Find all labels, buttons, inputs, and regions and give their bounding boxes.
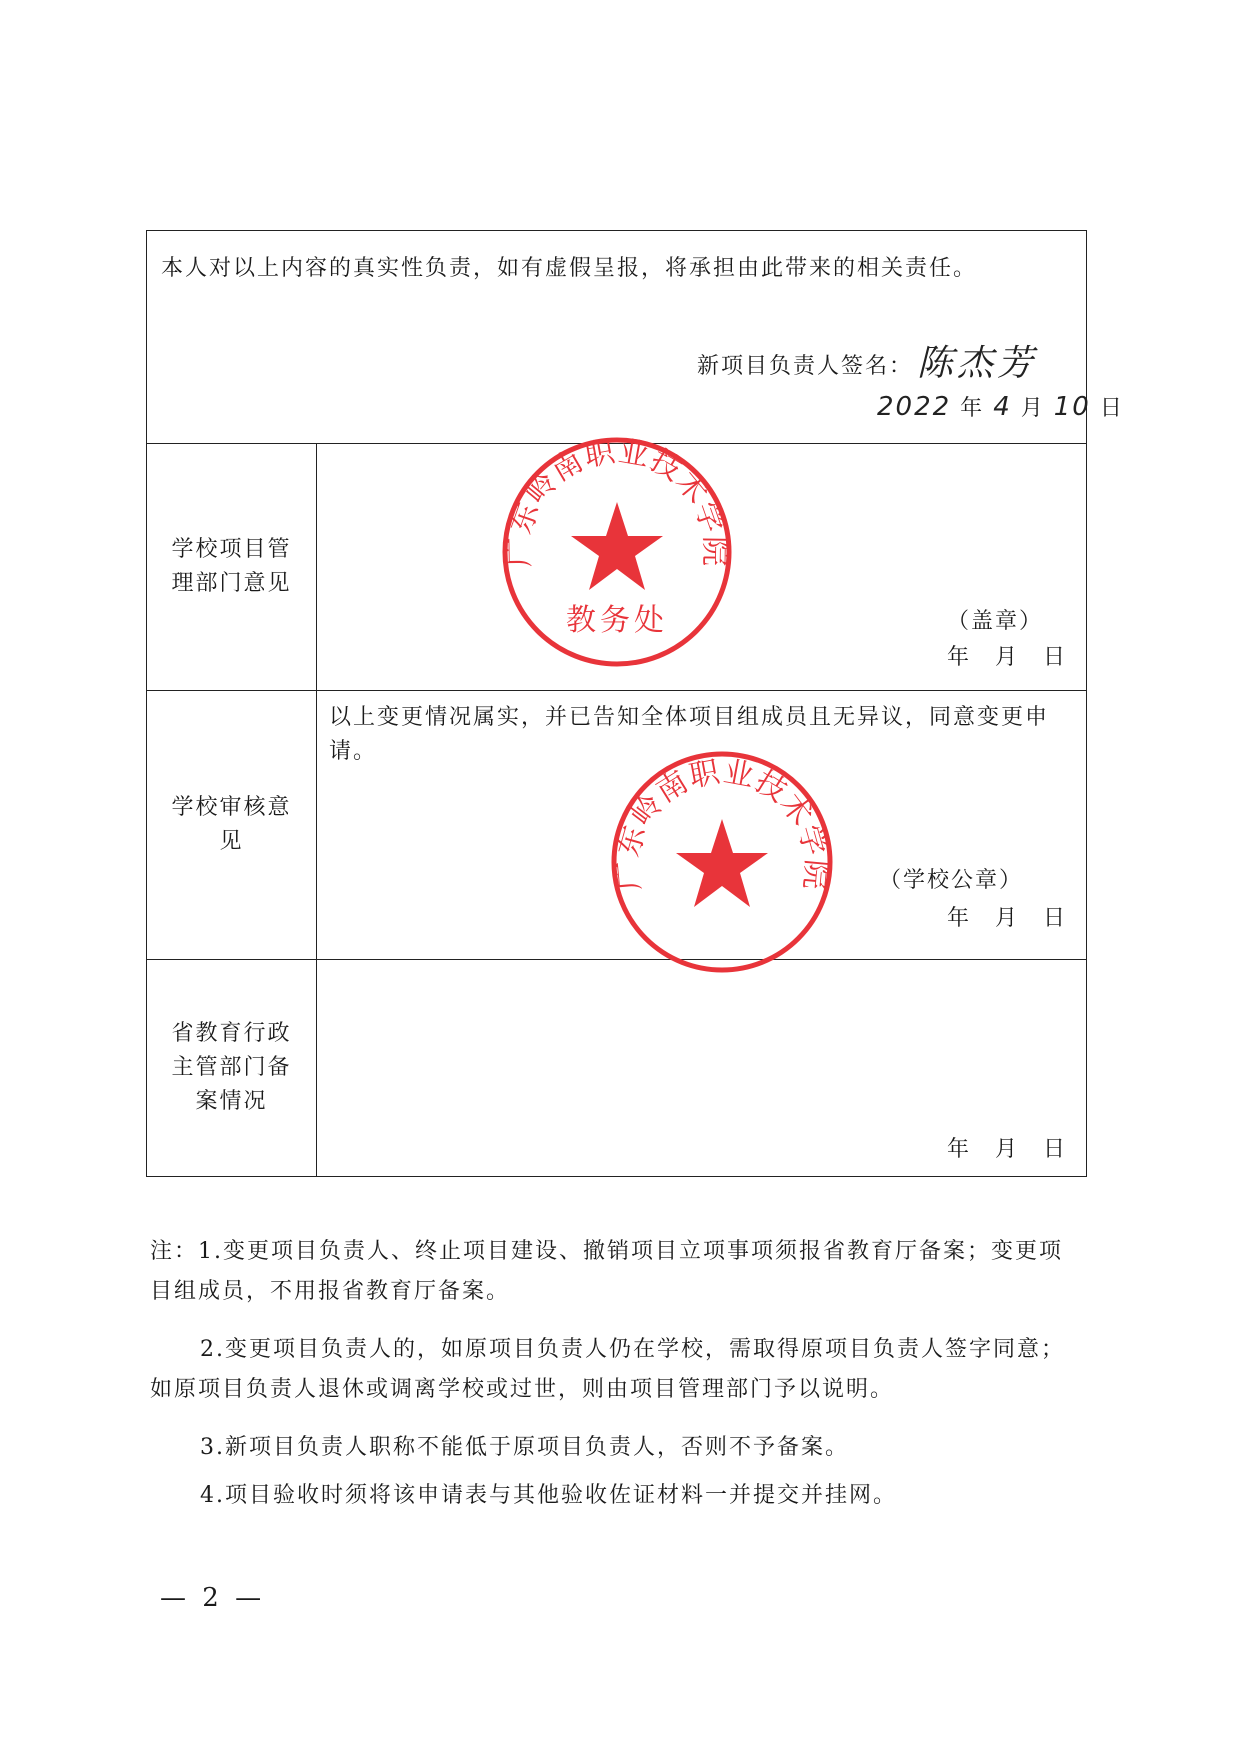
- seal-center-text-mgmt: 教务处: [566, 603, 668, 638]
- seal-arc-text-mgmt: 广东岭南职业技术学院: [501, 434, 733, 568]
- province-content-cell: [317, 960, 1087, 1177]
- seal-star-mgmt: [571, 502, 663, 590]
- review-content-cell: [317, 691, 1087, 960]
- handwritten-signature: 陈杰芳: [917, 343, 1038, 384]
- mgmt-label-cell: [147, 444, 317, 691]
- review-opinion-text: 以上变更情况属实，并已告知全体项目组成员且无异议，同意变更申请。: [329, 705, 1050, 764]
- signature-label: 新项目负责人签名：: [697, 354, 914, 379]
- review-date-line: 年 月 日: [947, 906, 1068, 931]
- review-opinion-row: [147, 691, 1087, 960]
- review-label: 学校审核意见: [171, 795, 292, 854]
- mgmt-date-line: 年 月 日: [947, 645, 1068, 670]
- date-year: 2022: [877, 392, 952, 422]
- province-date-line: 年 月 日: [947, 1137, 1068, 1162]
- review-stamp-note: （学校公章）: [879, 868, 1024, 893]
- seal-star-school: [676, 819, 768, 907]
- date-day: 10: [1053, 392, 1091, 422]
- date-month: 4: [993, 392, 1012, 422]
- review-label-cell: [147, 691, 317, 960]
- declaration-row: [147, 231, 1087, 444]
- seal-arc-text-school: 广东岭南职业技术学院: [610, 754, 834, 893]
- note-3: 3.新项目负责人职称不能低于原项目负责人，否则不予备案。: [200, 1435, 849, 1460]
- province-filing-row: [147, 960, 1087, 1177]
- declaration-statement: 本人对以上内容的真实性负责，如有虚假呈报，将承担由此带来的相关责任。: [161, 256, 978, 281]
- declaration-date: [877, 391, 1124, 422]
- note-1: 注：1.变更项目负责人、终止项目建设、撤销项目立项事项须报省教育厅备案；变更项目组成员，不用报省教育厅备案。: [150, 1239, 1063, 1304]
- year-char: 年: [960, 396, 985, 421]
- day-char: 日: [1099, 396, 1124, 421]
- school-official-seal: [607, 747, 837, 977]
- province-label: 省教育行政主管部门备案情况: [171, 1021, 292, 1114]
- academic-affairs-seal: [497, 432, 737, 672]
- note-2: 2.变更项目负责人的，如原项目负责人仍在学校，需取得原项目负责人签字同意；如原项目负责人退休或调离学校或过世，则由项目管理部门予以说明。: [150, 1337, 1065, 1402]
- declaration-cell: [147, 231, 1124, 444]
- mgmt-label: 学校项目管理部门意见: [171, 537, 292, 596]
- province-label-cell: [147, 960, 317, 1177]
- mgmt-content-cell: [317, 434, 1087, 691]
- mgmt-stamp-note: （盖章）: [947, 609, 1044, 634]
- mgmt-opinion-row: [147, 444, 1087, 691]
- change-application-form: [146, 230, 1124, 1177]
- note-4: 4.项目验收时须将该申请表与其他验收佐证材料一并提交并挂网。: [200, 1483, 897, 1508]
- month-char: 月: [1020, 396, 1045, 421]
- page-number: — 2 —: [160, 1583, 266, 1613]
